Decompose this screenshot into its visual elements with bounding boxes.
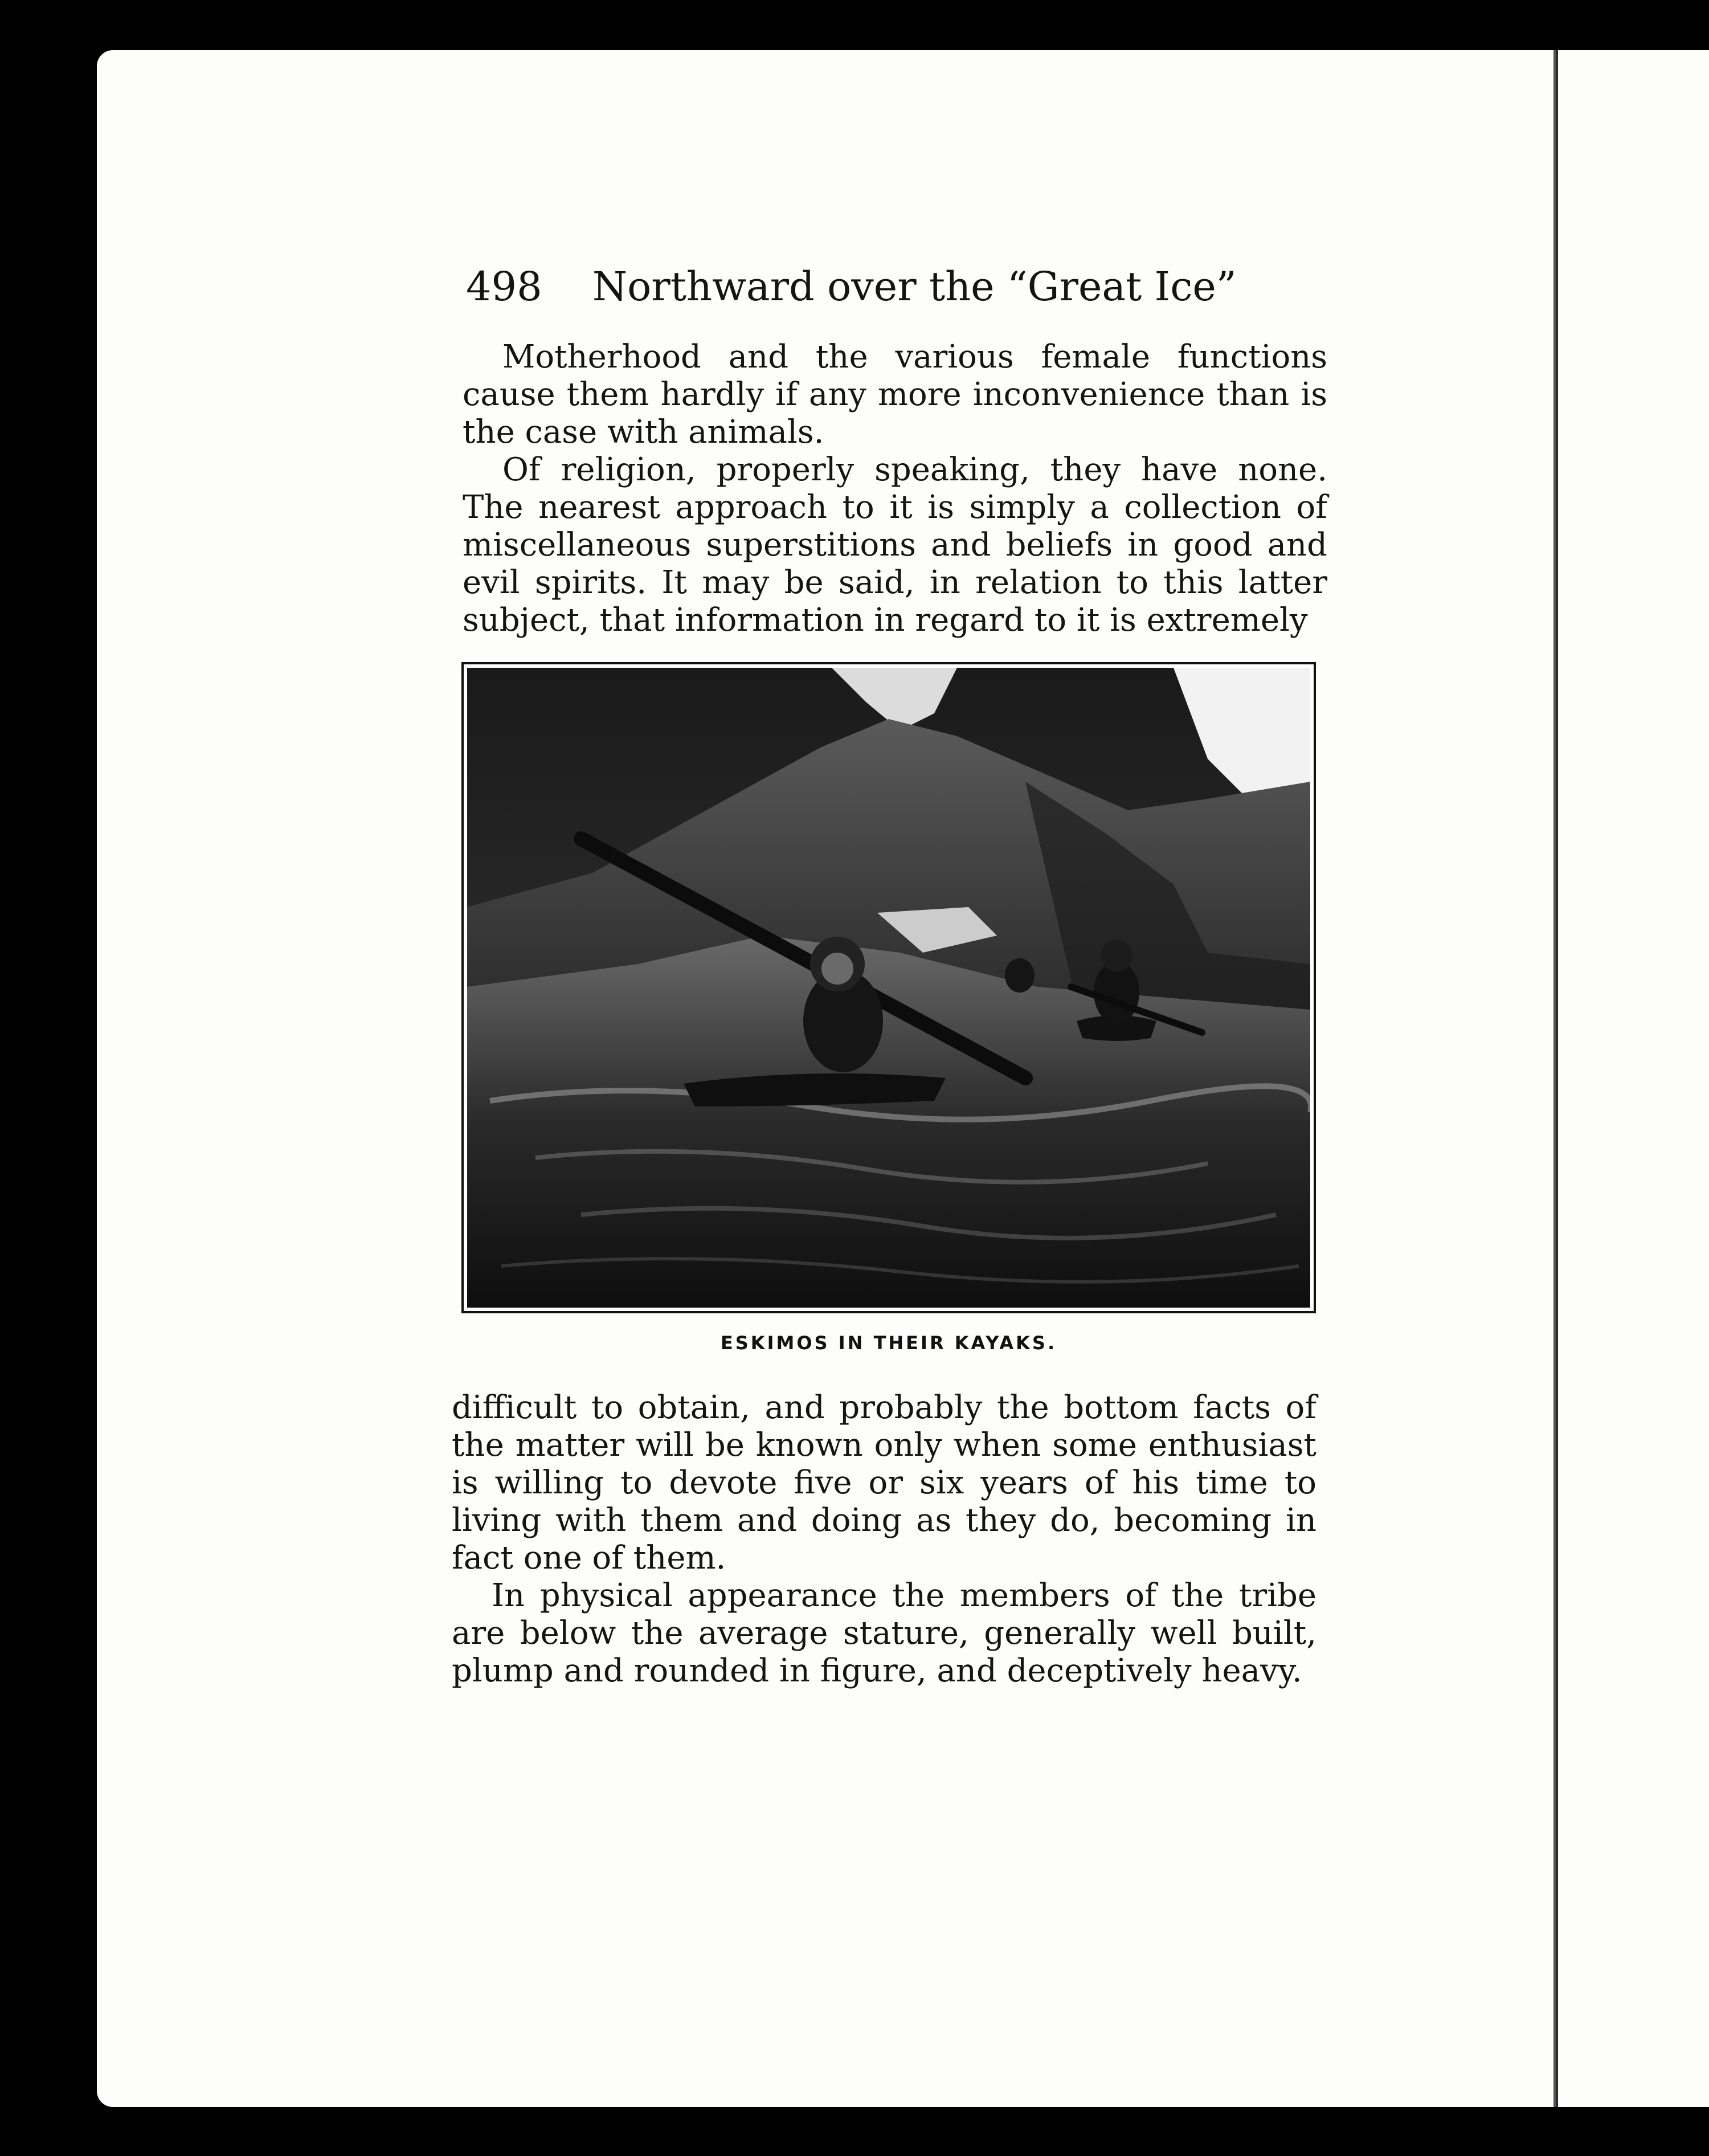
kayak-photograph (467, 668, 1310, 1308)
paragraph-religion: Of religion, properly speaking, they have none. The nearest approach to it is simply a collection of miscellaneous superstitions and beliefs in good and evil spirits. It may be said, in relation to this latter subject, that information in regard to it is extremely (463, 451, 1327, 639)
photo-plate (461, 662, 1316, 1313)
paragraph-motherhood: Motherhood and the various female functions cause them hardly if any more inconvenience than is the case with animals. (463, 338, 1327, 451)
running-title: Northward over the “Great Ice” (592, 263, 1237, 310)
adjacent-page-edge (1555, 50, 1709, 2107)
paragraph-continuation: difficult to obtain, and probably the bottom facts of the matter will be known only when some enthusiast is willing to devote five or six years of his time to living with them and doing as they do, becoming in fact one of them. (452, 1389, 1316, 1577)
text-block-bottom (452, 1389, 1316, 1690)
page-number: 498 (466, 263, 542, 310)
text-block-top (463, 338, 1327, 639)
paragraph-physical-appearance: In physical appearance the members of the tribe are below the average stature, generally well built, plump and rounded in figure, and deceptively heavy. (452, 1577, 1316, 1689)
plate-caption: ESKIMOS IN THEIR KAYAKS. (720, 1332, 1057, 1354)
running-header (466, 263, 1709, 310)
